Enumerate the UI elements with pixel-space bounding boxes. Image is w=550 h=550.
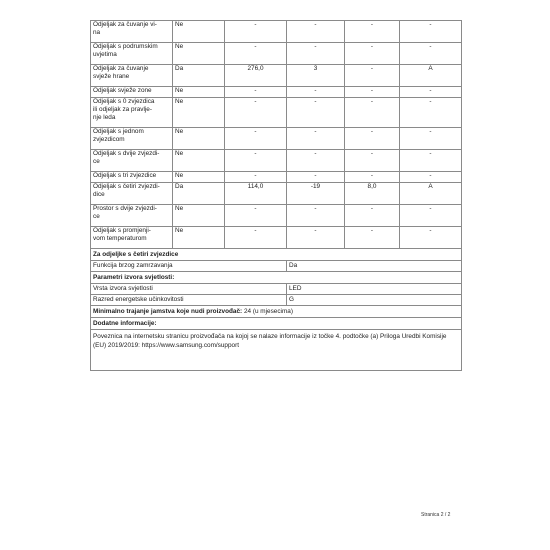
compartment-volume: 114,0	[225, 183, 287, 205]
warranty-label: Minimalno trajanje jamstva koje nudi proizvođač:	[93, 307, 243, 315]
compartment-row	[91, 128, 462, 150]
compartment-climate-class: -	[400, 172, 462, 183]
compartment-name: Odjeljak s podrumskim uvjetima	[91, 43, 173, 65]
light-class-label: Razred energetske učinkovitosti	[91, 295, 287, 306]
compartment-temperature: -	[287, 150, 345, 172]
compartment-name: Odjeljak s jednom zvjezdicom	[91, 128, 173, 150]
lighting-heading: Parametri izvora svjetlosti:	[91, 272, 462, 284]
compartment-row	[91, 43, 462, 65]
compartment-freeze-capacity: -	[345, 128, 400, 150]
lighting-section-row	[91, 272, 462, 284]
compartment-row	[91, 227, 462, 249]
compartment-row	[91, 65, 462, 87]
compartment-temperature: -	[287, 87, 345, 98]
compartment-row	[91, 205, 462, 227]
compartment-climate-class: -	[400, 227, 462, 249]
compartment-present: Da	[173, 183, 225, 205]
page-number: Stranica 2 / 2	[421, 512, 451, 518]
compartment-temperature: -	[287, 43, 345, 65]
compartment-name: Odjeljak za čuvanje vi- na	[91, 21, 173, 43]
compartment-temperature: -19	[287, 183, 345, 205]
compartment-temperature: -	[287, 21, 345, 43]
compartment-freeze-capacity: -	[345, 87, 400, 98]
compartment-temperature: -	[287, 98, 345, 128]
fast-freeze-label: Funkcija brzog zamrzavanja	[91, 261, 287, 272]
compartment-rows	[91, 21, 462, 249]
compartment-freeze-capacity: 8,0	[345, 183, 400, 205]
light-class-value: G	[287, 295, 462, 306]
compartment-volume: -	[225, 172, 287, 183]
compartment-name: Odjeljak s promjenji- vom temperaturom	[91, 227, 173, 249]
compartment-volume: 276,0	[225, 65, 287, 87]
compartment-name: Odjeljak svježe zone	[91, 87, 173, 98]
light-class-row	[91, 295, 462, 306]
compartment-climate-class: -	[400, 150, 462, 172]
compartment-present: Ne	[173, 128, 225, 150]
compartment-row	[91, 21, 462, 43]
warranty-cell	[91, 306, 462, 318]
compartment-freeze-capacity: -	[345, 21, 400, 43]
compartment-name: Odjeljak s četiri zvjezdi- dice	[91, 183, 173, 205]
compartment-freeze-capacity: -	[345, 43, 400, 65]
compartment-freeze-capacity: -	[345, 227, 400, 249]
compartment-temperature: -	[287, 227, 345, 249]
warranty-value: 24 (u mjesecima)	[243, 307, 293, 315]
energy-info-table	[90, 20, 462, 371]
compartment-climate-class: A	[400, 65, 462, 87]
light-type-label: Vrsta izvora svjetlosti	[91, 284, 287, 295]
compartment-present: Ne	[173, 172, 225, 183]
light-type-row	[91, 284, 462, 295]
warranty-row	[91, 306, 462, 318]
light-type-value: LED	[287, 284, 462, 295]
compartment-row	[91, 172, 462, 183]
compartment-climate-class: -	[400, 128, 462, 150]
compartment-name: Prostor s dvije zvjezdi- ce	[91, 205, 173, 227]
compartment-present: Ne	[173, 98, 225, 128]
compartment-name: Odjeljak za čuvanje svježe hrane	[91, 65, 173, 87]
compartment-row	[91, 183, 462, 205]
compartment-climate-class: -	[400, 98, 462, 128]
compartment-row	[91, 87, 462, 98]
compartment-volume: -	[225, 87, 287, 98]
compartment-volume: -	[225, 43, 287, 65]
compartment-present: Ne	[173, 150, 225, 172]
compartment-climate-class: -	[400, 21, 462, 43]
compartment-present: Ne	[173, 21, 225, 43]
four-star-heading: Za odjeljke s četiri zvjezdice	[91, 249, 462, 261]
additional-text-row	[91, 330, 462, 371]
compartment-freeze-capacity: -	[345, 150, 400, 172]
compartment-present: Ne	[173, 43, 225, 65]
fast-freeze-value: Da	[287, 261, 462, 272]
compartment-temperature: 3	[287, 65, 345, 87]
compartment-name: Odjeljak s tri zvjezdice	[91, 172, 173, 183]
compartment-volume: -	[225, 98, 287, 128]
fast-freeze-row	[91, 261, 462, 272]
additional-heading: Dodatne informacije:	[91, 318, 462, 330]
compartment-volume: -	[225, 227, 287, 249]
compartment-row	[91, 98, 462, 128]
compartment-climate-class: A	[400, 183, 462, 205]
compartment-climate-class: -	[400, 87, 462, 98]
compartment-freeze-capacity: -	[345, 65, 400, 87]
additional-section-row	[91, 318, 462, 330]
compartment-present: Ne	[173, 227, 225, 249]
additional-text: Poveznica na internetsku stranicu proizvođača na kojoj se nalaze informacije iz točke 4. podtočke (a) Priloga Uredbi Komisije (EU) 2019/2019: https://www.samsung.com/support	[91, 330, 462, 371]
compartment-present: Ne	[173, 87, 225, 98]
compartment-volume: -	[225, 128, 287, 150]
four-star-section-row	[91, 249, 462, 261]
compartment-volume: -	[225, 205, 287, 227]
compartment-temperature: -	[287, 205, 345, 227]
compartment-climate-class: -	[400, 205, 462, 227]
compartment-name: Odjeljak s dvije zvjezdi- ce	[91, 150, 173, 172]
compartment-volume: -	[225, 150, 287, 172]
compartment-temperature: -	[287, 172, 345, 183]
compartment-present: Da	[173, 65, 225, 87]
compartment-freeze-capacity: -	[345, 205, 400, 227]
compartment-present: Ne	[173, 205, 225, 227]
compartment-volume: -	[225, 21, 287, 43]
compartment-row	[91, 150, 462, 172]
compartment-temperature: -	[287, 128, 345, 150]
compartment-name: Odjeljak s 0 zvjezdica ili odjeljak za pravlje- nje leda	[91, 98, 173, 128]
compartment-climate-class: -	[400, 43, 462, 65]
compartment-freeze-capacity: -	[345, 172, 400, 183]
compartment-freeze-capacity: -	[345, 98, 400, 128]
